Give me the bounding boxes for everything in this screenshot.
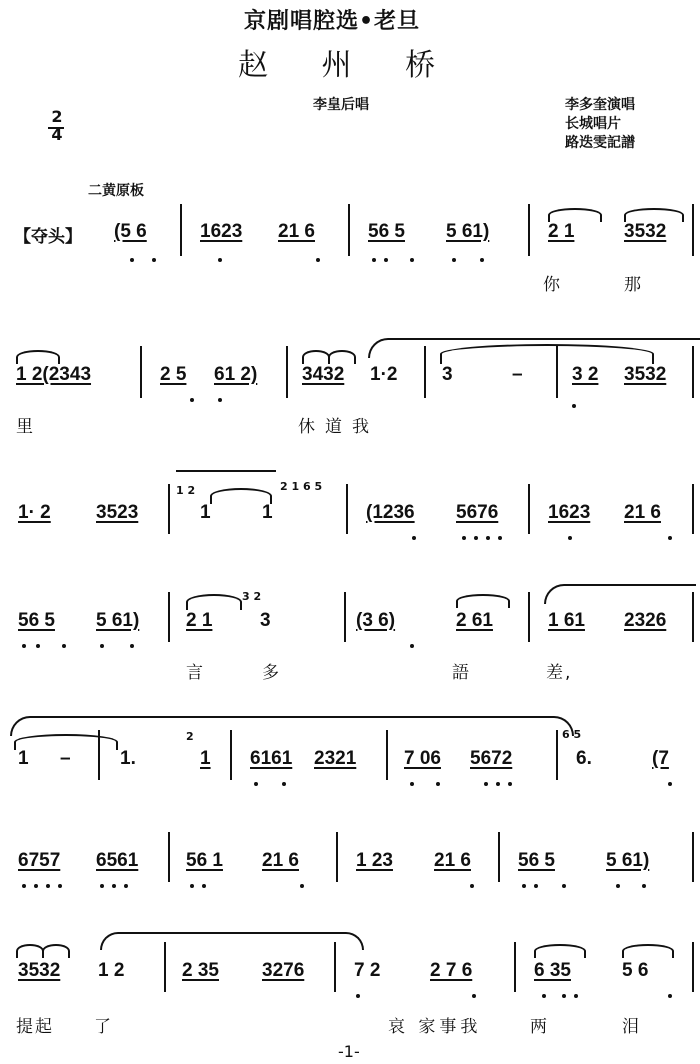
lyric: 哀 家事我 [388, 1017, 482, 1037]
note-group: 1623 [200, 221, 243, 242]
lyric: 你 [543, 275, 562, 295]
note-group: 21 6 [262, 850, 299, 871]
note-group: 6. [576, 748, 592, 769]
note-group: 6 35 [534, 960, 571, 981]
grace-notes: 2 1 6 5 [280, 480, 323, 493]
transcriber-label: 路迭雯記譜 [565, 135, 635, 151]
note-group: 2 1 [186, 610, 213, 631]
note-group: 2326 [624, 610, 667, 631]
note-group: (5 6 [114, 221, 147, 242]
note-group: 3432 [302, 364, 345, 385]
tempo-label: 二黄原板 [88, 183, 144, 199]
grace-notes: 2 [186, 730, 194, 743]
song-title: 赵 州 桥 [238, 48, 458, 83]
note-group: 2 7 6 [430, 960, 473, 981]
record-label: 长城唱片 [565, 116, 621, 132]
performer-label: 李多奎演唱 [565, 97, 635, 113]
note-group: (1236 [366, 502, 415, 523]
note-group: 3 [260, 610, 271, 631]
note-group: 3532 [624, 221, 667, 242]
lyric: 言 [186, 663, 205, 683]
note-group: 56 5 [18, 610, 55, 631]
note-group: 6757 [18, 850, 61, 871]
note-group: 1· 2 [18, 502, 51, 523]
note-group: 1 23 [356, 850, 393, 871]
grace-notes: 6 5 [562, 728, 582, 741]
note-group: 56 5 [368, 221, 405, 242]
note-group: 3 2 [572, 364, 599, 385]
prefix-label: 【夺头】 [14, 227, 82, 247]
note-group: 2 35 [182, 960, 219, 981]
note-group: 2 1 [548, 221, 575, 242]
note-group: 2 5 [160, 364, 187, 385]
lyric: 語 [452, 663, 471, 683]
role-label: 李皇后唱 [313, 97, 369, 113]
note-group: 56 5 [518, 850, 555, 871]
grace-notes: 3 2 [242, 590, 262, 603]
note-group: 5 61) [446, 221, 490, 242]
note-group: 1·2 [370, 364, 398, 385]
note-group: 2 61 [456, 610, 493, 631]
lyric: 差, [546, 663, 573, 683]
note-group: 6161 [250, 748, 293, 769]
lyric: 两 [530, 1017, 549, 1037]
note-group: 1 [18, 748, 29, 769]
note-group: 3523 [96, 502, 139, 523]
note-group: 5 61) [96, 610, 140, 631]
note-group: 3532 [18, 960, 61, 981]
note-group: 2321 [314, 748, 357, 769]
note-group: 1 2(2343 [16, 364, 92, 385]
lyric: 里 [16, 417, 35, 437]
time-signature-bottom: 4 [51, 125, 63, 144]
note-group: 21 6 [624, 502, 661, 523]
page-number: -1- [338, 1042, 360, 1061]
note-group: 7 06 [404, 748, 441, 769]
lyric: 那 [624, 275, 643, 295]
time-signature-top: 2 [51, 107, 63, 126]
note-group: 1. [120, 748, 136, 769]
note-group: 5 61) [606, 850, 650, 871]
note-group: 21 6 [278, 221, 315, 242]
note-group: 1 [200, 502, 211, 523]
note-group: 1 2 [98, 960, 125, 981]
note-group: 6561 [96, 850, 139, 871]
note-group: 5 6 [622, 960, 649, 981]
note-group: (7 [652, 748, 669, 769]
lyric: 泪 [622, 1017, 641, 1037]
note-group: 5672 [470, 748, 513, 769]
note-group: 5676 [456, 502, 499, 523]
note-group: 56 1 [186, 850, 223, 871]
lyric: 了 [94, 1017, 113, 1037]
note-group: 1 [262, 502, 273, 523]
note-group: 3532 [624, 364, 667, 385]
grace-notes: 1 2 [176, 484, 196, 497]
lyric: 休道我 [298, 417, 379, 437]
note-group: 1 [200, 748, 211, 769]
note-group: 61 2) [214, 364, 258, 385]
lyric: 多 [262, 663, 281, 683]
note-group: – [512, 364, 523, 385]
note-group: 1 61 [548, 610, 585, 631]
note-group: 3 [442, 364, 453, 385]
lyric: 提起 [16, 1017, 54, 1037]
note-group: 7 2 [354, 960, 381, 981]
note-group: 1623 [548, 502, 591, 523]
time-signature [48, 108, 66, 144]
note-group: 21 6 [434, 850, 471, 871]
note-group: – [60, 748, 71, 769]
collection-title: 京剧唱腔选•老旦 [244, 9, 421, 34]
note-group: 3276 [262, 960, 305, 981]
note-group: (3 6) [356, 610, 396, 631]
